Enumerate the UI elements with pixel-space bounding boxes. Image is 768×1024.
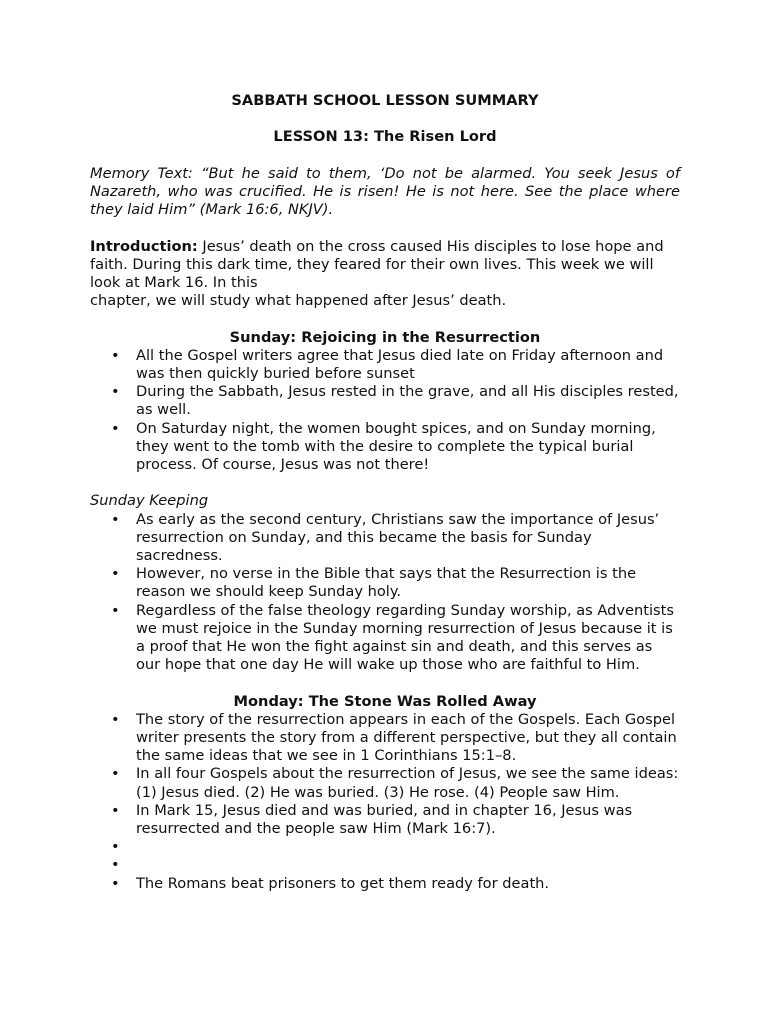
lesson-title: LESSON 13: The Risen Lord [273, 128, 497, 146]
monday-heading: Monday: The Stone Was Rolled Away [233, 692, 537, 710]
bullet-marker: • [111, 801, 120, 819]
list-item [90, 856, 680, 874]
introduction-text-continued: chapter, we will study what happened after Jesus’ death. [90, 292, 507, 310]
bullet-marker: • [111, 856, 120, 874]
sunday-bullet-list [90, 347, 680, 474]
bullet-marker: • [111, 765, 120, 783]
bullet-marker: • [111, 565, 120, 583]
list-item: • During the Sabbath, Jesus rested in the grave, and all His disciples rested, as well. [111, 383, 679, 419]
sunday-heading: Sunday: Rejoicing in the Resurrection [229, 328, 541, 346]
bullet-marker: • [111, 838, 120, 856]
list-item: • All the Gospel writers agree that Jesus died late on Friday afternoon and was then quickly buried before sunset [111, 346, 664, 382]
sunday-keeping-bullet-list [90, 511, 680, 675]
bullet-marker: • [111, 419, 120, 437]
memory-text: Memory Text: “But he said to them, ‘Do not be alarmed. You seek Jesus of Nazareth, who was crucified. He is risen! He is not here. See the place where they laid Him” (Mark 16:6, NKJV). [90, 164, 680, 219]
document-body [90, 92, 680, 893]
list-item: • The story of the resurrection appears in each of the Gospels. Each Gospel writer presents the story from a different perspective, but they all contain the same ideas that we see in 1 Corinthians 15:1–8. [111, 710, 677, 765]
monday-bullet-list [90, 711, 680, 893]
list-item: • Regardless of the false theology regarding Sunday worship, as Adventists we must rejoice in the Sunday morning resurrection of Jesus because it is a proof that He won the fight against sin and death, and this serves as our hope that one day He will wake up those who are faithful to Him. [111, 601, 674, 674]
bullet-marker: • [111, 383, 120, 401]
bullet-marker: • [111, 510, 120, 528]
list-item: • However, no verse in the Bible that says that the Resurrection is the reason we should keep Sunday holy. [111, 565, 637, 601]
list-item: • In Mark 15, Jesus died and was buried, and in chapter 16, Jesus was resurrected and the people saw Him (Mark 16:7). [111, 801, 633, 838]
bullet-marker: • [111, 601, 120, 619]
bullet-marker: • [111, 346, 120, 364]
sunday-keeping-heading: Sunday Keeping [90, 492, 209, 510]
introduction-label: Introduction: [90, 237, 198, 255]
list-item: • On Saturday night, the women bought spices, and on Sunday morning, they went to the tomb with the desire to complete the typical burial process. Of course, Jesus was not there! [111, 419, 656, 473]
list-item: • The Romans beat prisoners to get them ready for death. [111, 874, 550, 892]
bullet-marker: • [111, 710, 120, 728]
bullet-marker: • [111, 874, 120, 892]
list-item [90, 838, 680, 856]
list-item: • In all four Gospels about the resurrection of Jesus, we see the same ideas: (1) Jesus died. (2) He was buried. (3) He rose. (4) People saw Him. [111, 765, 679, 801]
introduction-text: Jesus’ death on the cross caused His disciples to lose hope and faith. During this dark time, they feared for their own lives. This week we will look at Mark 16. In this [90, 237, 664, 291]
list-item: • As early as the second century, Christians saw the importance of Jesus’ resurrection on Sunday, and this became the basis for Sunday sacredness. [111, 510, 660, 564]
introduction-paragraph [90, 238, 680, 311]
document-title: SABBATH SCHOOL LESSON SUMMARY [231, 92, 539, 109]
